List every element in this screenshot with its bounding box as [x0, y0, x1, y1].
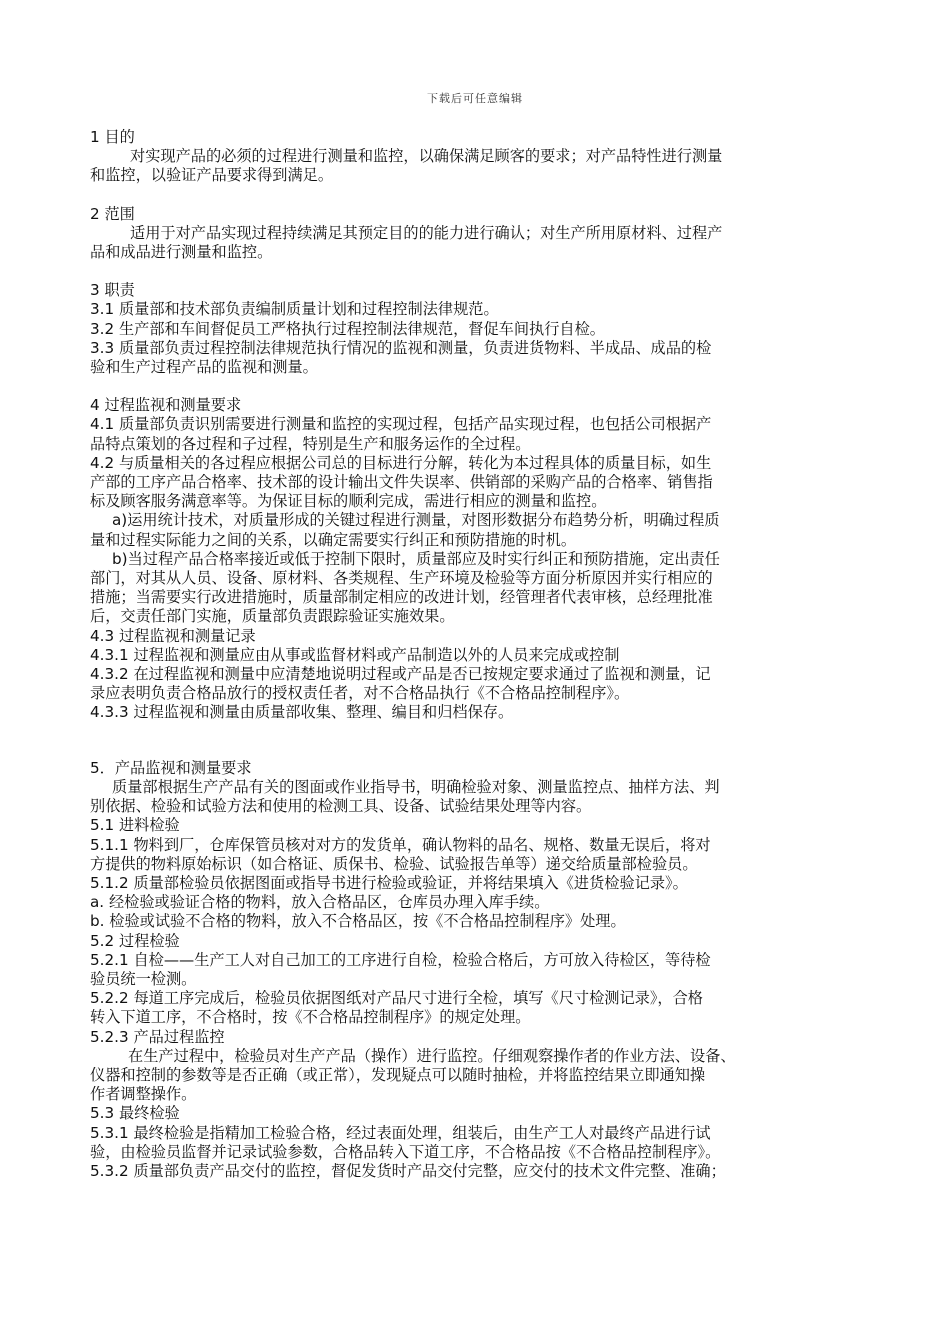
section-5-line: a. 经检验或验证合格的物料，放入合格品区，仓库员办理入库手续。: [90, 893, 550, 912]
section-5-line: 5.2.1 自检——生产工人对自己加工的工序进行自检，检验合格后，方可放入待检区，等待检: [90, 950, 711, 969]
section-4-line: 4.3.2 在过程监视和测量中应清楚地说明过程或产品是否已按规定要求通过了监视和测量，记: [90, 665, 711, 684]
section-5-line: 方提供的物料原始标识（如合格证、质保书、检验、试验报告单等）递交给质量部检验员。: [90, 854, 698, 873]
section-5-line: 5.2.2 每道工序完成后，检验员依据图纸对产品尺寸进行全检，填写《尺寸检测记录》，合格: [90, 989, 703, 1008]
section-5-line: 5.1.2 质量部检验员依据图面或指导书进行检验或验证，并将结果填入《进货检验记录》。: [90, 873, 688, 892]
section-4-line: 4.2 与质量相关的各过程应根据公司总的目标进行分解，转化为本过程具体的质量目标，如生: [90, 453, 712, 472]
section-3-item: 验和生产过程产品的监视和测量。: [90, 358, 318, 377]
section-5-line: 5.3.1 最终检验是指精加工检验合格，经过表面处理，组装后，由生产工人对最终产品进行试: [90, 1123, 711, 1142]
section-5-line: 仪器和控制的参数等是否正确（或正常），发现疑点可以随时抽检，并将监控结果立即通知操: [90, 1065, 706, 1084]
section-5-line: 5.3.2 质量部负责产品交付的监控，督促发货时产品交付完整，应交付的技术文件完整、准确；: [90, 1161, 726, 1180]
section-5-title: 5．产品监视和测量要求: [90, 758, 252, 777]
section-4-title: 4 过程监视和测量要求: [90, 396, 242, 415]
section-4-line: 量和过程实际能力之间的关系，以确定需要实行纠正和预防措施的时机。: [90, 530, 576, 549]
section-4-line: 4.3.3 过程监视和测量由质量部收集、整理、编目和归档保存。: [90, 703, 514, 722]
document-body: [90, 128, 890, 1181]
section-4-line: 4.1 质量部负责识别需要进行测量和监控的实现过程，包括产品实现过程，也包括公司根据产: [90, 415, 712, 434]
section-5-line: 5.1.1 物料到厂，仓库保管员核对对方的发货单，确认物料的品名、规格、数量无误后，将对: [90, 835, 711, 854]
section-4-subtitle: 4.3 过程监视和测量记录: [90, 626, 256, 645]
section-5-subtitle: 5.3 最终检验: [90, 1104, 180, 1123]
section-4-line: 措施；当需要实行改进措施时，质量部制定相应的改进计划，经管理者代表审核，总经理批准: [90, 588, 713, 607]
section-4-line: 录应表明负责合格品放行的授权责任者，对不合格品执行《不合格品控制程序》。: [90, 684, 630, 703]
section-4-line: 部门，对其从人员、设备、原材料、各类规程、生产环境及检验等方面分析原因并实行相应的: [90, 569, 713, 588]
section-1-para: 和监控，以验证产品要求得到满足。: [90, 166, 333, 185]
section-5-line: 质量部根据生产产品有关的图面或作业指导书，明确检验对象、测量监控点、抽样方法、判: [112, 777, 720, 796]
section-5-line: 验员统一检测。: [90, 969, 197, 988]
section-3-item: 3.2 生产部和车间督促员工严格执行过程控制法律规范，督促车间执行自检。: [90, 319, 605, 338]
section-4-line: 4.3.1 过程监视和测量应由从事或监督材料或产品制造以外的人员来完成或控制: [90, 645, 620, 664]
section-5-line: 别依据、检验和试验方法和使用的检测工具、设备、试验结果处理等内容。: [90, 797, 592, 816]
section-2-para: 适用于对产品实现过程持续满足其预定目的的能力进行确认；对生产所用原材料、过程产: [130, 223, 723, 242]
section-3-item: 3.1 质量部和技术部负责编制质量计划和过程控制法律规范。: [90, 300, 499, 319]
section-4-line: a)运用统计技术，对质量形成的关键过程进行测量，对图形数据分布趋势分析，明确过程质: [112, 511, 720, 530]
section-4-line: 标及顾客服务满意率等。为保证目标的顺利完成，需进行相应的测量和监控。: [90, 492, 607, 511]
section-5-line: 转入下道工序，不合格时，按《不合格品控制程序》的规定处理。: [90, 1008, 531, 1027]
section-4-line: 品特点策划的各过程和子过程，特别是生产和服务运作的全过程。: [90, 434, 531, 453]
section-5-line: 作者调整操作。: [90, 1085, 197, 1104]
section-5-line: 验，由检验员监督并记录试验参数，合格品转入下道工序，不合格品按《不合格品控制程序》。: [90, 1142, 721, 1161]
section-5-subtitle: 5.1 进料检验: [90, 816, 180, 835]
section-1-para: 对实现产品的必须的过程进行测量和监控，以确保满足顾客的要求；对产品特性进行测量: [130, 147, 723, 166]
section-3-title: 3 职责: [90, 281, 135, 300]
section-2-title: 2 范围: [90, 204, 135, 223]
section-2-para: 品和成品进行测量和监控。: [90, 243, 273, 262]
section-5-subtitle: 5.2.3 产品过程监控: [90, 1027, 225, 1046]
section-4-line: 产部的工序产品合格率、技术部的设计输出文件失误率、供销部的采购产品的合格率、销售指: [90, 473, 713, 492]
section-5-line: 在生产过程中，检验员对生产产品（操作）进行监控。仔细观察操作者的作业方法、设备、: [128, 1046, 736, 1065]
page-header: 下载后可任意编辑: [427, 92, 523, 105]
section-5-subtitle: 5.2 过程检验: [90, 931, 180, 950]
section-4-line: b)当过程产品合格率接近或低于控制下限时，质量部应及时实行纠正和预防措施，定出责任: [112, 549, 720, 568]
section-4-line: 后，交责任部门实施，质量部负责跟踪验证实施效果。: [90, 607, 455, 626]
section-5-line: b. 检验或试验不合格的物料，放入不合格品区，按《不合格品控制程序》处理。: [90, 912, 626, 931]
section-3-item: 3.3 质量部负责过程控制法律规范执行情况的监视和测量，负责进货物料、半成品、成品的检: [90, 338, 712, 357]
section-1-title: 1 目的: [90, 128, 135, 146]
